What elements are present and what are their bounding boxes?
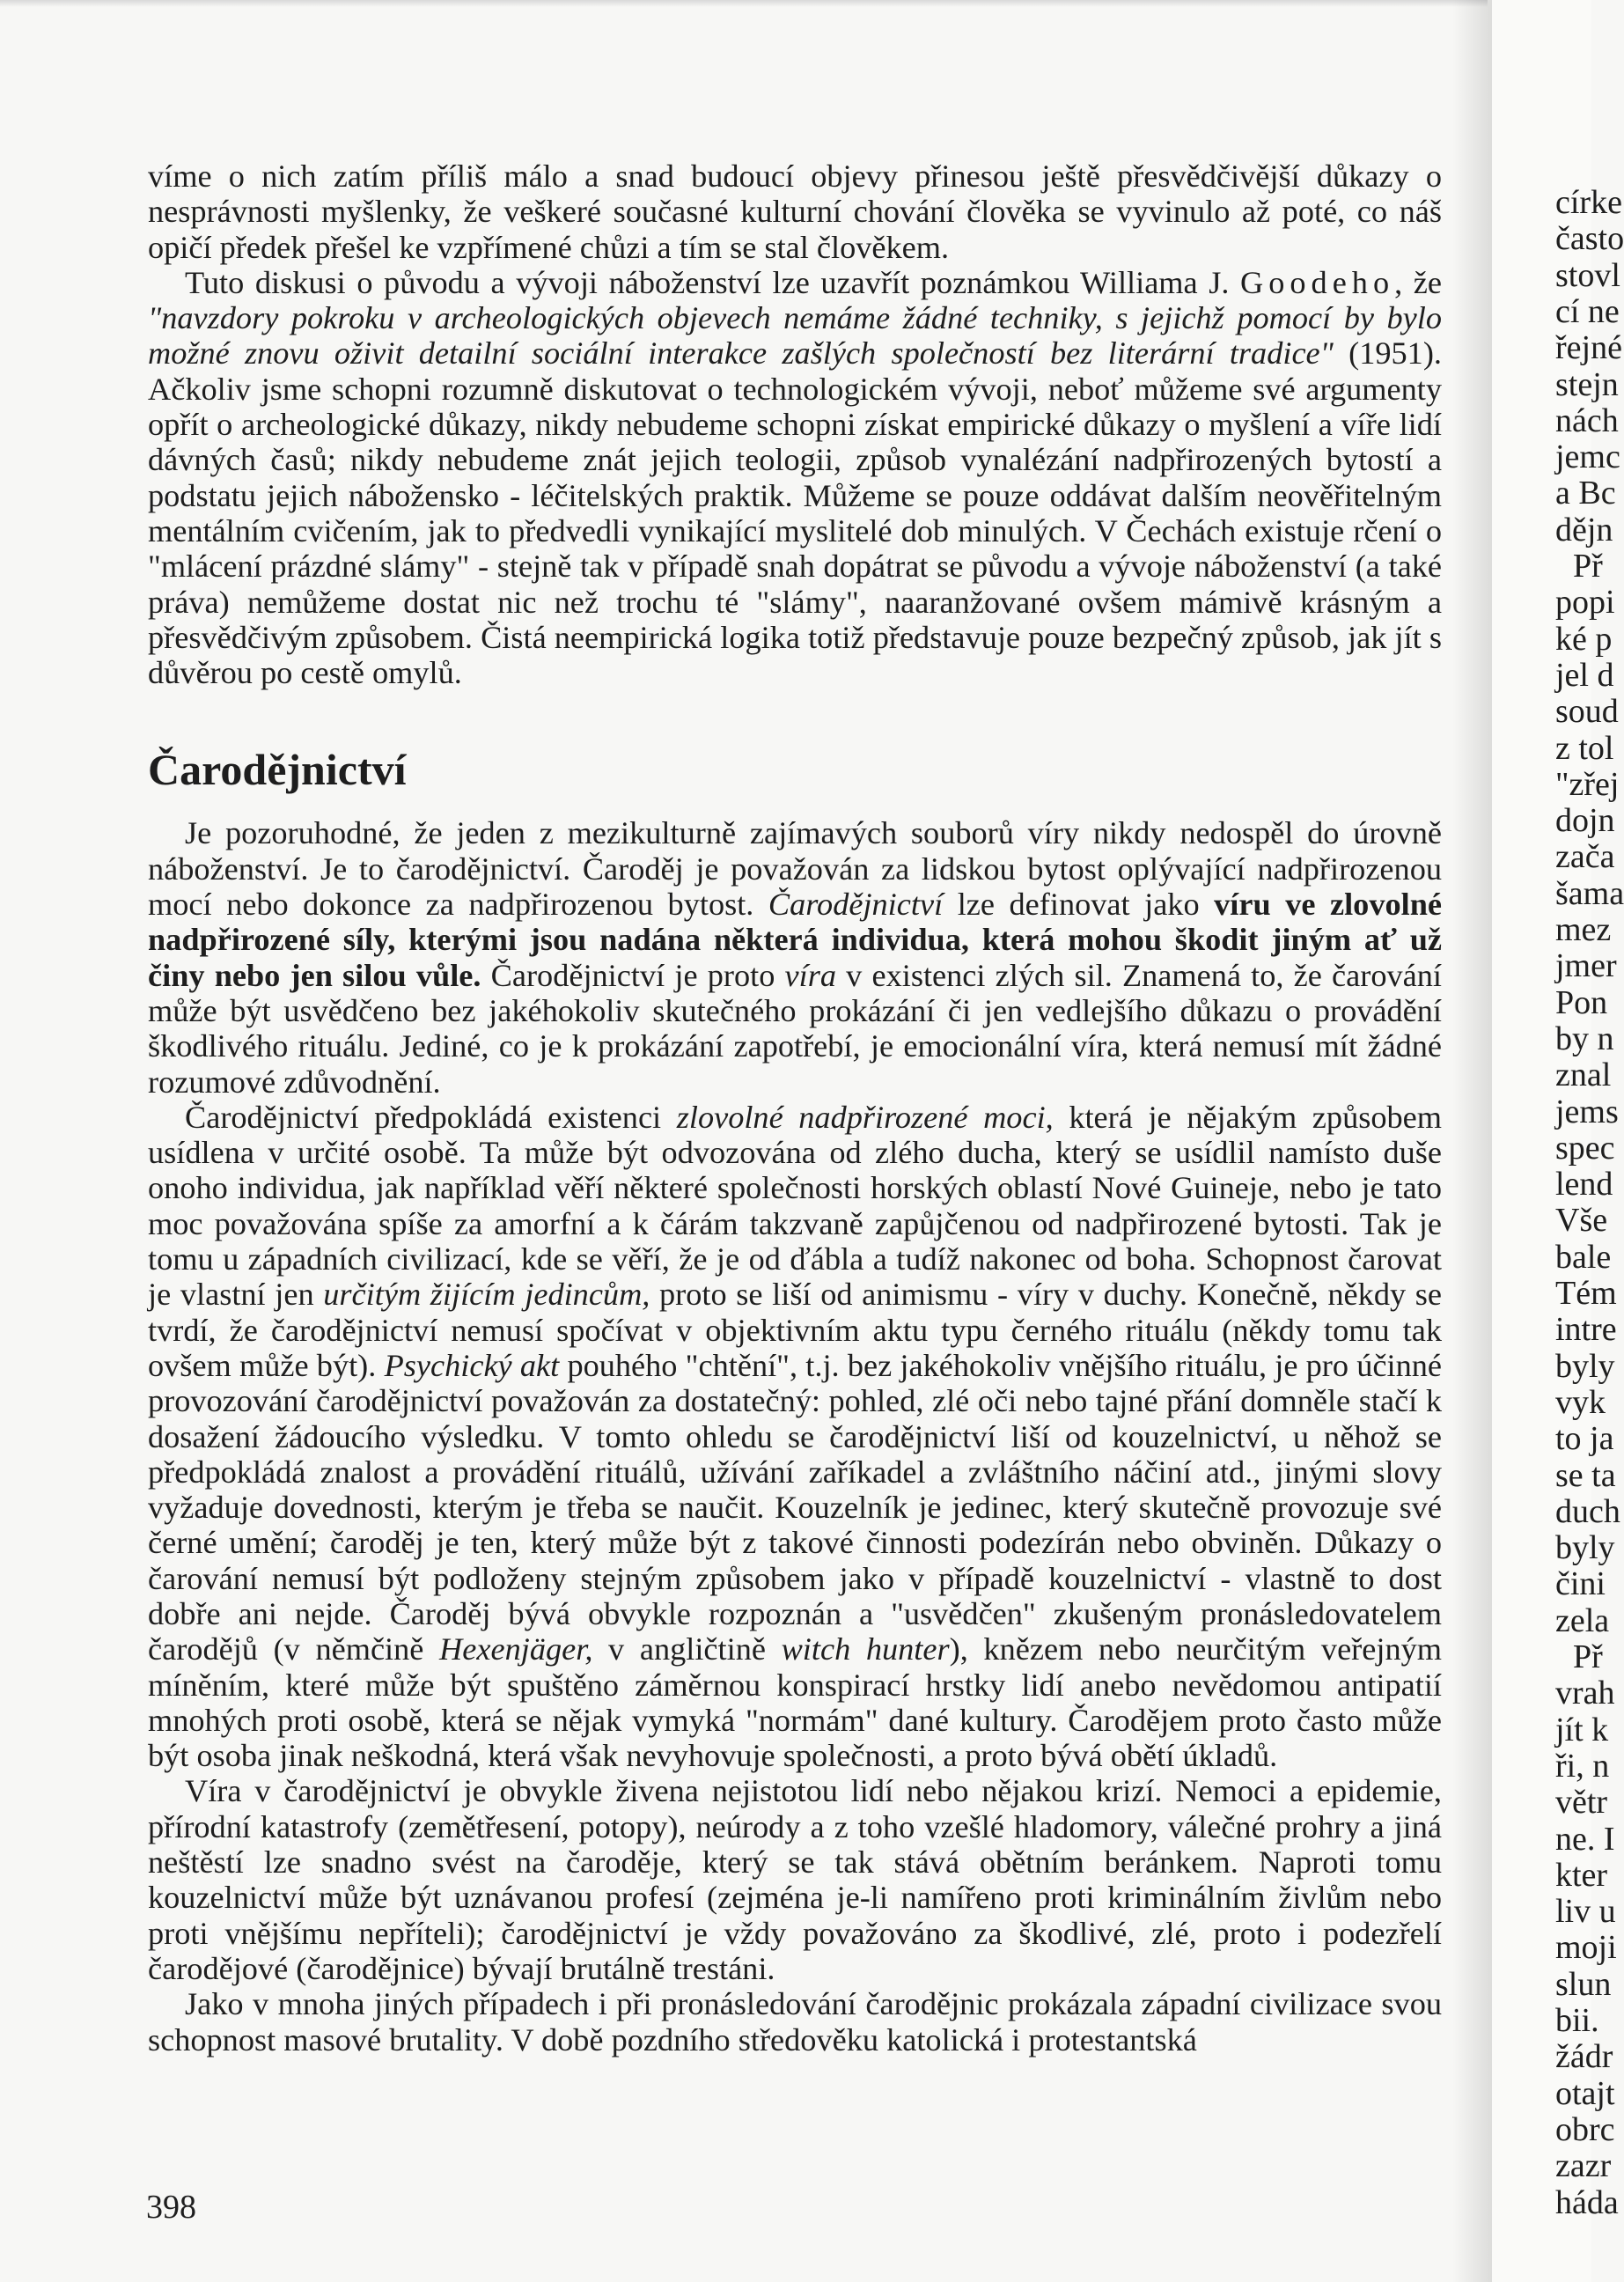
facing-page-fragment: dojn	[1555, 802, 1615, 840]
facing-page-fragment: stovl	[1555, 256, 1620, 294]
facing-page-fragment: popi	[1555, 584, 1615, 622]
paragraph-persecution	[148, 1986, 1442, 2057]
facing-page-fragment: jemc	[1555, 438, 1620, 476]
paragraph-crisis	[148, 1773, 1442, 1986]
bold-definition: víru ve zlovolné nadpřirozené síly, kterými jsou nadána některá individua, která mohou škodit jiným ať už činy nebo jen silou vůle.	[148, 887, 1442, 993]
paragraph-text: v existenci zlých sil. Znamená to, že čarování může být usvědčeno bez jakéhokoliv skutečného prokázání či jen vedlejšího důkazu o provádění škodlivého rituálu. Jediné, co je k prokázání zapotřebí, je emocionální víra, která nemusí mít žádné rozumové zdůvodnění.	[148, 957, 1442, 1100]
paragraph-text: pouhého "chtění", t.j. bez jakéhokoliv vnějšího rituálu, je pro účinné provozování čarodějnictví považován za dostatečný: pohled, zlé oči nebo tajné přání domněle stačí k dosažení žádoucího výsledku. V tomto ohledu se čarodějnictví liší od kouzelnictví, u něhož se předpokládá znalost a provádění rituálů, užívání zaříkadel a zvláštního náčiní atd., jinými slovy vyžaduje dovednosti, kterým je třeba se naučit. Kouzelník je jedinec, který skutečně provozuje své černé umění; čaroděj je ten, který může být z takové činnosti podezírán nebo obviněn. Důkazy o čarování nemusí být podloženy stejným způsobem jako v případě kouzelnictví - vlastně to dost dobře ani nejde. Čaroděj bývá obvykle rozpoznán a "usvědčen" zkušeným pronásledovatelem čarodějů (v němčině	[148, 1347, 1443, 1667]
paragraph-continuation	[148, 158, 1442, 265]
paragraph-text: Čarodějnictví předpokládá existenci	[185, 1099, 677, 1135]
paragraph-text: , že	[1394, 264, 1442, 300]
paragraph-text: (1951). Ačkoliv jsme schopni rozumně diskutovat o technologickém vývoji, neboť můžeme své argumenty opřít o archeologické důkazy, nikdy nebudeme schopni získat empirické důkazy o myšlení a víře lidí dávných časů; nikdy nebudeme znát jejich teologii, způsob vynalézání nadpřirozených bytostí a podstatu jejich náboženskо - léčitelských praktik. Můžeme se pouze oddávat dalším neověřitelným mentálním cvičením, jak to předvedli vynikající myslitelé dob minulých. V Čechách existuje rčení o "mlácení prázdné slámy" - stejně tak v případě snah dopátrat se původu a vývoje náboženství (a také práva) nemůžeme dostat nic než trochu té "slámy", naaranžované ovšem mámivě krásným a přesvědčivým způsobem. Čistá neempirická logika totiž představuje pouze bezpečný způsob, jak jít s důvěrou po cestě omylů.	[148, 335, 1442, 691]
facing-page-fragment: otajt	[1555, 2074, 1615, 2112]
facing-page-fragment: byly	[1555, 1347, 1615, 1385]
facing-page-fragment: ké p	[1555, 620, 1613, 658]
facing-page-fragment: mez	[1555, 911, 1612, 948]
facing-page-fragment: jems	[1555, 1093, 1619, 1130]
paragraph-goode	[148, 265, 1442, 691]
facing-page-fragment: Vše	[1555, 1202, 1608, 1240]
facing-page-fragment: Př	[1573, 548, 1603, 585]
italic-term: zlovolné nadpřirozené moci,	[676, 1099, 1054, 1135]
facing-page-fragment: Tém	[1555, 1275, 1617, 1312]
facing-page-fragment: círke	[1555, 184, 1622, 221]
facing-page-fragment: háda	[1555, 2183, 1619, 2221]
paragraph-text: Tuto diskusi o původu a vývoji náboženství lze uzavřít poznámkou Williama J.	[185, 264, 1230, 300]
facing-page-fragment: Pon	[1555, 983, 1608, 1021]
italic-term: víra	[784, 957, 836, 993]
facing-page-fragment: ři, n	[1555, 1747, 1610, 1785]
paragraph-text: Čarodějnictví je proto	[481, 957, 785, 993]
facing-page-fragment: větr	[1555, 1784, 1608, 1822]
facing-page-fragment: zela	[1555, 1601, 1610, 1639]
page-top-edge	[0, 0, 1488, 7]
italic-term: určitým žijícím jedincům,	[323, 1277, 650, 1313]
italic-term: witch hunter	[781, 1631, 950, 1667]
facing-page-fragment: stejn	[1555, 365, 1619, 403]
facing-page-fragment: jít k	[1555, 1711, 1609, 1748]
facing-page-fragment: z tol	[1555, 729, 1614, 767]
book-gutter-shadow	[1452, 0, 1496, 2282]
facing-page-fragment: to ja	[1555, 1420, 1614, 1458]
facing-page-fragment: šama	[1555, 874, 1624, 912]
section-heading: Čarodějnictví	[148, 745, 407, 795]
paragraph-power	[148, 1100, 1442, 1774]
facing-page-fragment: lend	[1555, 1166, 1613, 1204]
facing-page-fragment: kter	[1555, 1856, 1608, 1894]
facing-page-fragment: často	[1555, 220, 1624, 258]
facing-page-fragment: bale	[1555, 1238, 1612, 1276]
facing-page-fragment: dějn	[1555, 511, 1613, 548]
facing-page-fragment: liv u	[1555, 1893, 1616, 1931]
paragraph-text: ), knězem nebo neurčitým veřejným míněním, které může být spuštěno záměrnou konspirací hrstky lidí anebo nevědomou antipatií mnohých proti osobě, která se nějak vymyká "normám" dané kultury. Čarodějem proto často může být osoba jinak neškodná, která však nevyhovuje společnosti, a proto bývá obětí úkladů.	[148, 1631, 1442, 1774]
facing-page-fragment: cí ne	[1555, 292, 1620, 330]
facing-page-fragment: jmer	[1555, 947, 1617, 985]
facing-page-fragment: moji	[1555, 1929, 1617, 1967]
paragraph-text: v angličtině	[592, 1631, 782, 1667]
facing-page-fragment: zača	[1555, 838, 1615, 876]
facing-page-fragment: Př	[1573, 1638, 1603, 1675]
paragraph-text: která je nějakým způsobem usídlena v určité osobě. Ta může být odvozována od zlého ducha, který se usídlil namísto duše onoho individua, jak například věří některé společnosti horských oblastí Nové Guineje, nebo je tato moc považována spíše za amorfní a k čárám takzvaně zapůjčenou od nadpřirozené bytosti. Tak je tomu u západních civilizací, kde se věří, že je od ďábla a tudíž nakonec od boha. Schopnost čarovat je vlastní jen	[148, 1099, 1442, 1313]
paragraph-text: Je pozoruhodné, že jeden z mezikulturně zajímavých souborů víry nikdy nedospěl do úrovně náboženství. Je to čarodějnictví. Čaroděj je považován za lidskou bytost oplývající nadpřirozenou mocí nebo dokonce za nadpřirozenou bytost.	[148, 815, 1442, 923]
facing-page-fragment: soud	[1555, 693, 1619, 731]
page-number: 398	[146, 2189, 196, 2226]
facing-page-fragment: řejné	[1555, 329, 1622, 367]
facing-page-fragment: zazr	[1555, 2147, 1612, 2185]
italic-term: Čarodějnictví	[768, 887, 944, 923]
author-name: Goodeho	[1240, 264, 1395, 300]
facing-page-edge	[1492, 0, 1624, 2282]
facing-page-fragment: spec	[1555, 1129, 1615, 1167]
facing-page-fragment: jel d	[1555, 656, 1614, 694]
facing-page-fragment: duch	[1555, 1492, 1620, 1530]
paragraph-text: lze definovat jako	[943, 887, 1215, 923]
facing-page-fragment: intre	[1555, 1311, 1617, 1349]
facing-page-fragment: bii.	[1555, 2002, 1599, 2039]
facing-page-fragment: ne. I	[1555, 1820, 1615, 1858]
italic-term: Hexenjäger,	[439, 1631, 593, 1667]
paragraph-definition	[148, 815, 1442, 1099]
page-body	[148, 158, 1442, 2183]
facing-page-fragment: vrah	[1555, 1675, 1615, 1712]
paragraph-text: proto se liší od animismu - víry v duchy. Konečně, někdy se tvrdí, že čarodějnictví nemusí spočívat v objektivním aktu typu černého rituálu (někdy tomu tak ovšem může být).	[148, 1277, 1443, 1383]
paragraph-text: víme o nich zatím příliš málo a snad budoucí objevy přinesou ještě přesvědčivější důkazy o nesprávnosti myšlenky, že veškeré současné kulturní chování člověka se vyvinulo až poté, co náš opičí předek přešel ke vzpřímené chůzi a tím se stal člověkem.	[148, 158, 1442, 265]
facing-page-fragment: by n	[1555, 1020, 1614, 1057]
facing-page-fragment: slun	[1555, 1965, 1612, 2003]
paragraph-text: Jako v mnoha jiných případech i při pronásledování čarodějnic prokázala západní civilizace svou schopnost masové brutality. V době pozdního středověku katolická i protestantská	[148, 1986, 1442, 2057]
facing-page-fragment: nách	[1555, 401, 1619, 439]
facing-page-fragment: vyk	[1555, 1383, 1606, 1421]
facing-page-fragment: a Bc	[1555, 475, 1616, 512]
facing-page-fragment: žádr	[1555, 2038, 1613, 2076]
facing-page-fragment: čini	[1555, 1565, 1606, 1603]
facing-page-fragment: "zřej	[1555, 765, 1620, 803]
italic-quote: "navzdory pokroku v archeologických objevech nemáme žádné techniky, s jejichž pomocí by bylo možné znovu oživit detailní sociální interakce zašlých společností bez literární tradice"	[148, 300, 1442, 372]
facing-page-fragment: se ta	[1555, 1456, 1616, 1494]
facing-page-fragment: znal	[1555, 1056, 1612, 1094]
italic-term: Psychický akt	[384, 1347, 560, 1383]
paragraph-text: Víra v čarodějnictví je obvykle živena nejistotou lidí nebo nějakou krizí. Nemoci a epidemie, přírodní katastrofy (zemětřesení, potopy), neúrody a z toho vzešlé hladomory, válečné prohry a jiná neštěstí lze snadno svést na čaroděje, který se tak stává obětním beránkem. Naproti tomu kouzelnictví může být uznávanou profesí (zejména je-li namířeno proti kriminálním živlům nebo proti vnějšímu nepříteli); čarodějnictví je vždy považováno za škodlivé, zlé, proto i podezřelí čarodějové (čarodějnice) bývají brutálně trestáni.	[148, 1773, 1442, 1986]
facing-page-fragment: byly	[1555, 1529, 1615, 1567]
facing-page-fragment: obrc	[1555, 2110, 1615, 2148]
